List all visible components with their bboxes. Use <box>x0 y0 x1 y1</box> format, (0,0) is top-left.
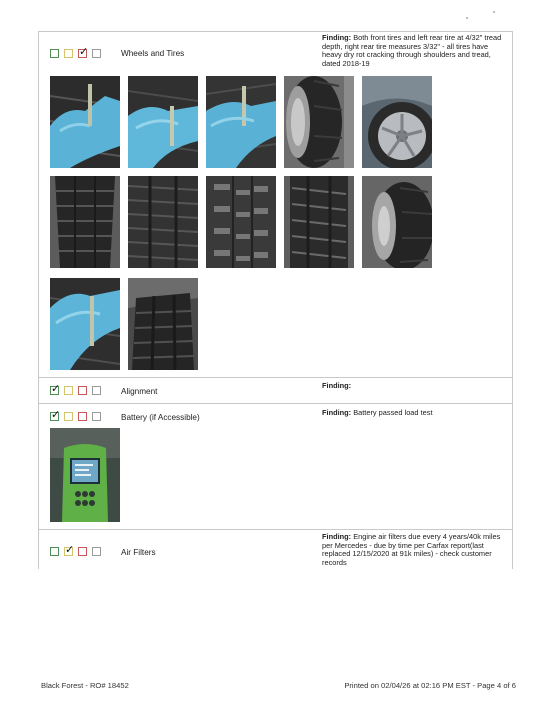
checkbox-red-icon[interactable] <box>78 45 89 58</box>
battery-tester-photo[interactable] <box>50 428 120 522</box>
checkbox-green-icon[interactable] <box>50 49 59 58</box>
finding-text <box>322 409 507 418</box>
tire-photo-11[interactable] <box>50 278 120 370</box>
checkbox-red-icon[interactable] <box>78 547 87 556</box>
item-name: Air Filters <box>121 548 156 557</box>
status-checkboxes <box>50 408 101 421</box>
tire-photo-12[interactable] <box>128 278 198 370</box>
tire-photo-9[interactable] <box>284 176 354 268</box>
finding-label: Finding: <box>322 33 352 42</box>
footer-shop-ro: Black Forest - RO# 18452 <box>41 681 129 690</box>
status-checkboxes <box>50 382 101 395</box>
tire-photo-6[interactable] <box>50 176 120 268</box>
section-battery <box>39 404 512 530</box>
tire-photo-2[interactable] <box>128 76 198 168</box>
finding-text <box>322 533 507 567</box>
checkbox-yellow-icon[interactable] <box>64 412 73 421</box>
checkbox-yellow-icon[interactable] <box>64 386 73 395</box>
checkbox-gray-icon[interactable] <box>92 49 101 58</box>
check-mark-icon: ✓ <box>51 382 61 395</box>
item-name: Battery (if Accessible) <box>121 413 200 422</box>
finding-body: Both front tires and left rear tire at 4/32" tread depth, right rear tire measures 3/32" - all tires have heavy dry rot cracking through shoulders and tread, dated 2018-19 <box>322 33 502 68</box>
tire-photo-8[interactable] <box>206 176 276 268</box>
section-wheels-and-tires <box>39 32 512 378</box>
inspection-table <box>38 31 513 569</box>
status-checkboxes <box>50 45 101 58</box>
checkbox-yellow-icon[interactable] <box>64 543 75 556</box>
checkbox-green-icon[interactable] <box>50 408 61 421</box>
tire-photo-3[interactable] <box>206 76 276 168</box>
finding-label: Finding: <box>322 381 352 390</box>
finding-label: Finding: <box>322 532 352 541</box>
tire-photo-1[interactable] <box>50 76 120 168</box>
footer-print-info: Printed on 02/04/26 at 02:16 PM EST - Page 4 of 6 <box>344 681 516 690</box>
checkbox-green-icon[interactable] <box>50 382 61 395</box>
finding-text <box>322 382 507 391</box>
checkbox-red-icon[interactable] <box>78 412 87 421</box>
checkbox-gray-icon[interactable] <box>92 547 101 556</box>
checkbox-red-icon[interactable] <box>78 386 87 395</box>
check-mark-icon: ✓ <box>79 45 89 58</box>
tire-photo-4[interactable] <box>284 76 354 168</box>
checkbox-gray-icon[interactable] <box>92 412 101 421</box>
finding-label: Finding: <box>322 408 352 417</box>
tire-photo-5[interactable] <box>362 76 432 168</box>
checkbox-green-icon[interactable] <box>50 547 59 556</box>
status-checkboxes <box>50 543 101 556</box>
check-mark-icon: ✓ <box>65 543 75 556</box>
finding-body: Battery passed load test <box>353 408 433 417</box>
checkbox-gray-icon[interactable] <box>92 386 101 395</box>
section-air-filters <box>39 530 512 570</box>
checkbox-yellow-icon[interactable] <box>64 49 73 58</box>
section-alignment <box>39 378 512 404</box>
item-name: Wheels and Tires <box>121 49 185 58</box>
finding-text <box>322 34 507 68</box>
finding-body: Engine air filters due every 4 years/40k miles per Mercedes - due by time per Carfax report(last replaced 12/15/2020 at 91k miles) - check customer records <box>322 532 501 567</box>
tire-photo-7[interactable] <box>128 176 198 268</box>
item-name: Alignment <box>121 387 158 396</box>
tire-photo-10[interactable] <box>362 176 432 268</box>
check-mark-icon: ✓ <box>51 408 61 421</box>
